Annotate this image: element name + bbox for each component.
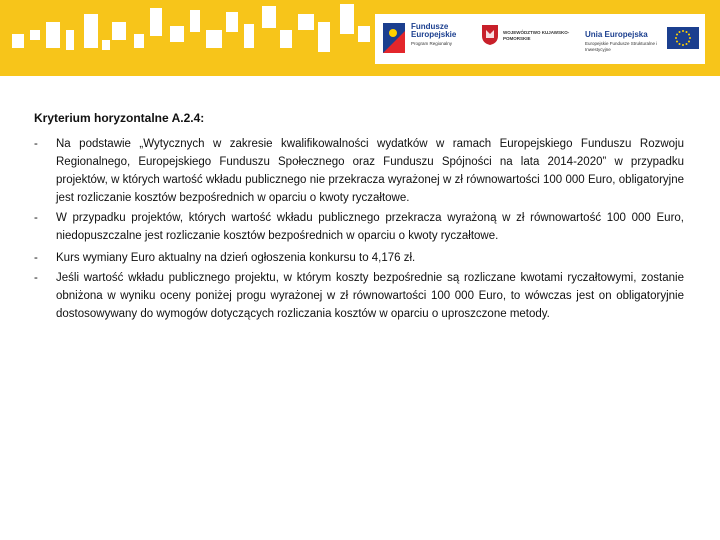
list-item: [34, 249, 684, 267]
banner-decor-square: [46, 22, 60, 48]
banner-decor-square: [150, 8, 162, 36]
list-item: [34, 269, 684, 323]
document-body: [34, 111, 684, 323]
eu-title: Unia Europejska: [585, 30, 648, 39]
list-marker: -: [34, 212, 38, 224]
header-banner: [0, 0, 720, 76]
banner-decor-square: [262, 6, 276, 28]
list-item: [34, 209, 684, 245]
eu-label: [585, 30, 665, 53]
fundusze-europejskie-label: [411, 23, 481, 47]
banner-decor-square: [358, 26, 370, 42]
list-item-text: Kurs wymiany Euro aktualny na dzień ogłoszenia konkursu to 4,176 zł.: [56, 252, 416, 264]
banner-decor-square: [134, 34, 144, 48]
banner-decor-square: [112, 22, 126, 40]
criterion-heading: Kryterium horyzontalne A.2.4:: [34, 111, 205, 125]
banner-decor-square: [318, 22, 330, 52]
list-item-text: Jeśli wartość wkładu publicznego projektu, w którym koszty bezpośrednie są rozliczane kwotami ryczałtowymi, zostanie obniżona w wyniku oceny poniżej progu wyrażonej w zł równowartości 100 000 Euro, to wówczas jest on obligatoryjnie dostosowywany do wymogów dotyczących rozliczania kosztów w oparciu o uproszczone metody.: [56, 272, 684, 320]
banner-decor-square: [280, 30, 292, 48]
fe-subtitle: Program Regionalny: [411, 41, 453, 46]
banner-decor-square: [206, 30, 222, 48]
banner-decor-square: [298, 14, 314, 30]
banner-decor-square: [340, 4, 354, 34]
eu-flag-icon: [667, 27, 699, 49]
banner-decor-square: [102, 40, 110, 50]
list-item-text: W przypadku projektów, których wartość wkładu publicznego przekracza wyrażoną w zł równowartość 100 000 Euro, niedopuszczalne jest rozliczanie kosztów bezpośrednich w oparciu o kwoty ryczałtowe.: [56, 212, 684, 242]
banner-decor-square: [12, 34, 24, 48]
banner-decor-square: [66, 30, 74, 50]
list-marker: -: [34, 138, 38, 150]
banner-decor-square: [84, 14, 98, 48]
list-item-text: Na podstawie „Wytycznych w zakresie kwalifikowalności wydatków w ramach Europejskiego Funduszu Rozwoju Regionalnego, Europejskiego Funduszu Społecznego oraz Funduszu Spójności na lata 2014-2020” w przypadku projektów, w których wartość wkładu publicznego nie przekracza wyrażonej w zł równowartości 100 000 Euro, obligatoryjne jest rozliczanie kosztów bezpośrednich w oparciu o kwoty ryczałtowe.: [56, 138, 684, 204]
logo-strip: [375, 14, 705, 64]
banner-decor-square: [170, 26, 184, 42]
banner-decor-square: [190, 10, 200, 32]
list-item: [34, 135, 684, 207]
list-marker: -: [34, 272, 38, 284]
banner-decor-square: [30, 30, 40, 40]
eu-subtitle: Europejskie Fundusze Strukturalne i Inwestycyjne: [585, 41, 658, 52]
fundusze-europejskie-logo-icon: [381, 21, 407, 55]
banner-decor-square: [244, 24, 254, 48]
fe-title: Fundusze Europejskie: [411, 22, 457, 39]
list-marker: -: [34, 252, 38, 264]
region-label: WOJEWÓDZTWO KUJAWSKO-POMORSKIE: [503, 30, 570, 41]
banner-decor-square: [226, 12, 238, 32]
region-coat-of-arms-icon: [481, 24, 499, 46]
